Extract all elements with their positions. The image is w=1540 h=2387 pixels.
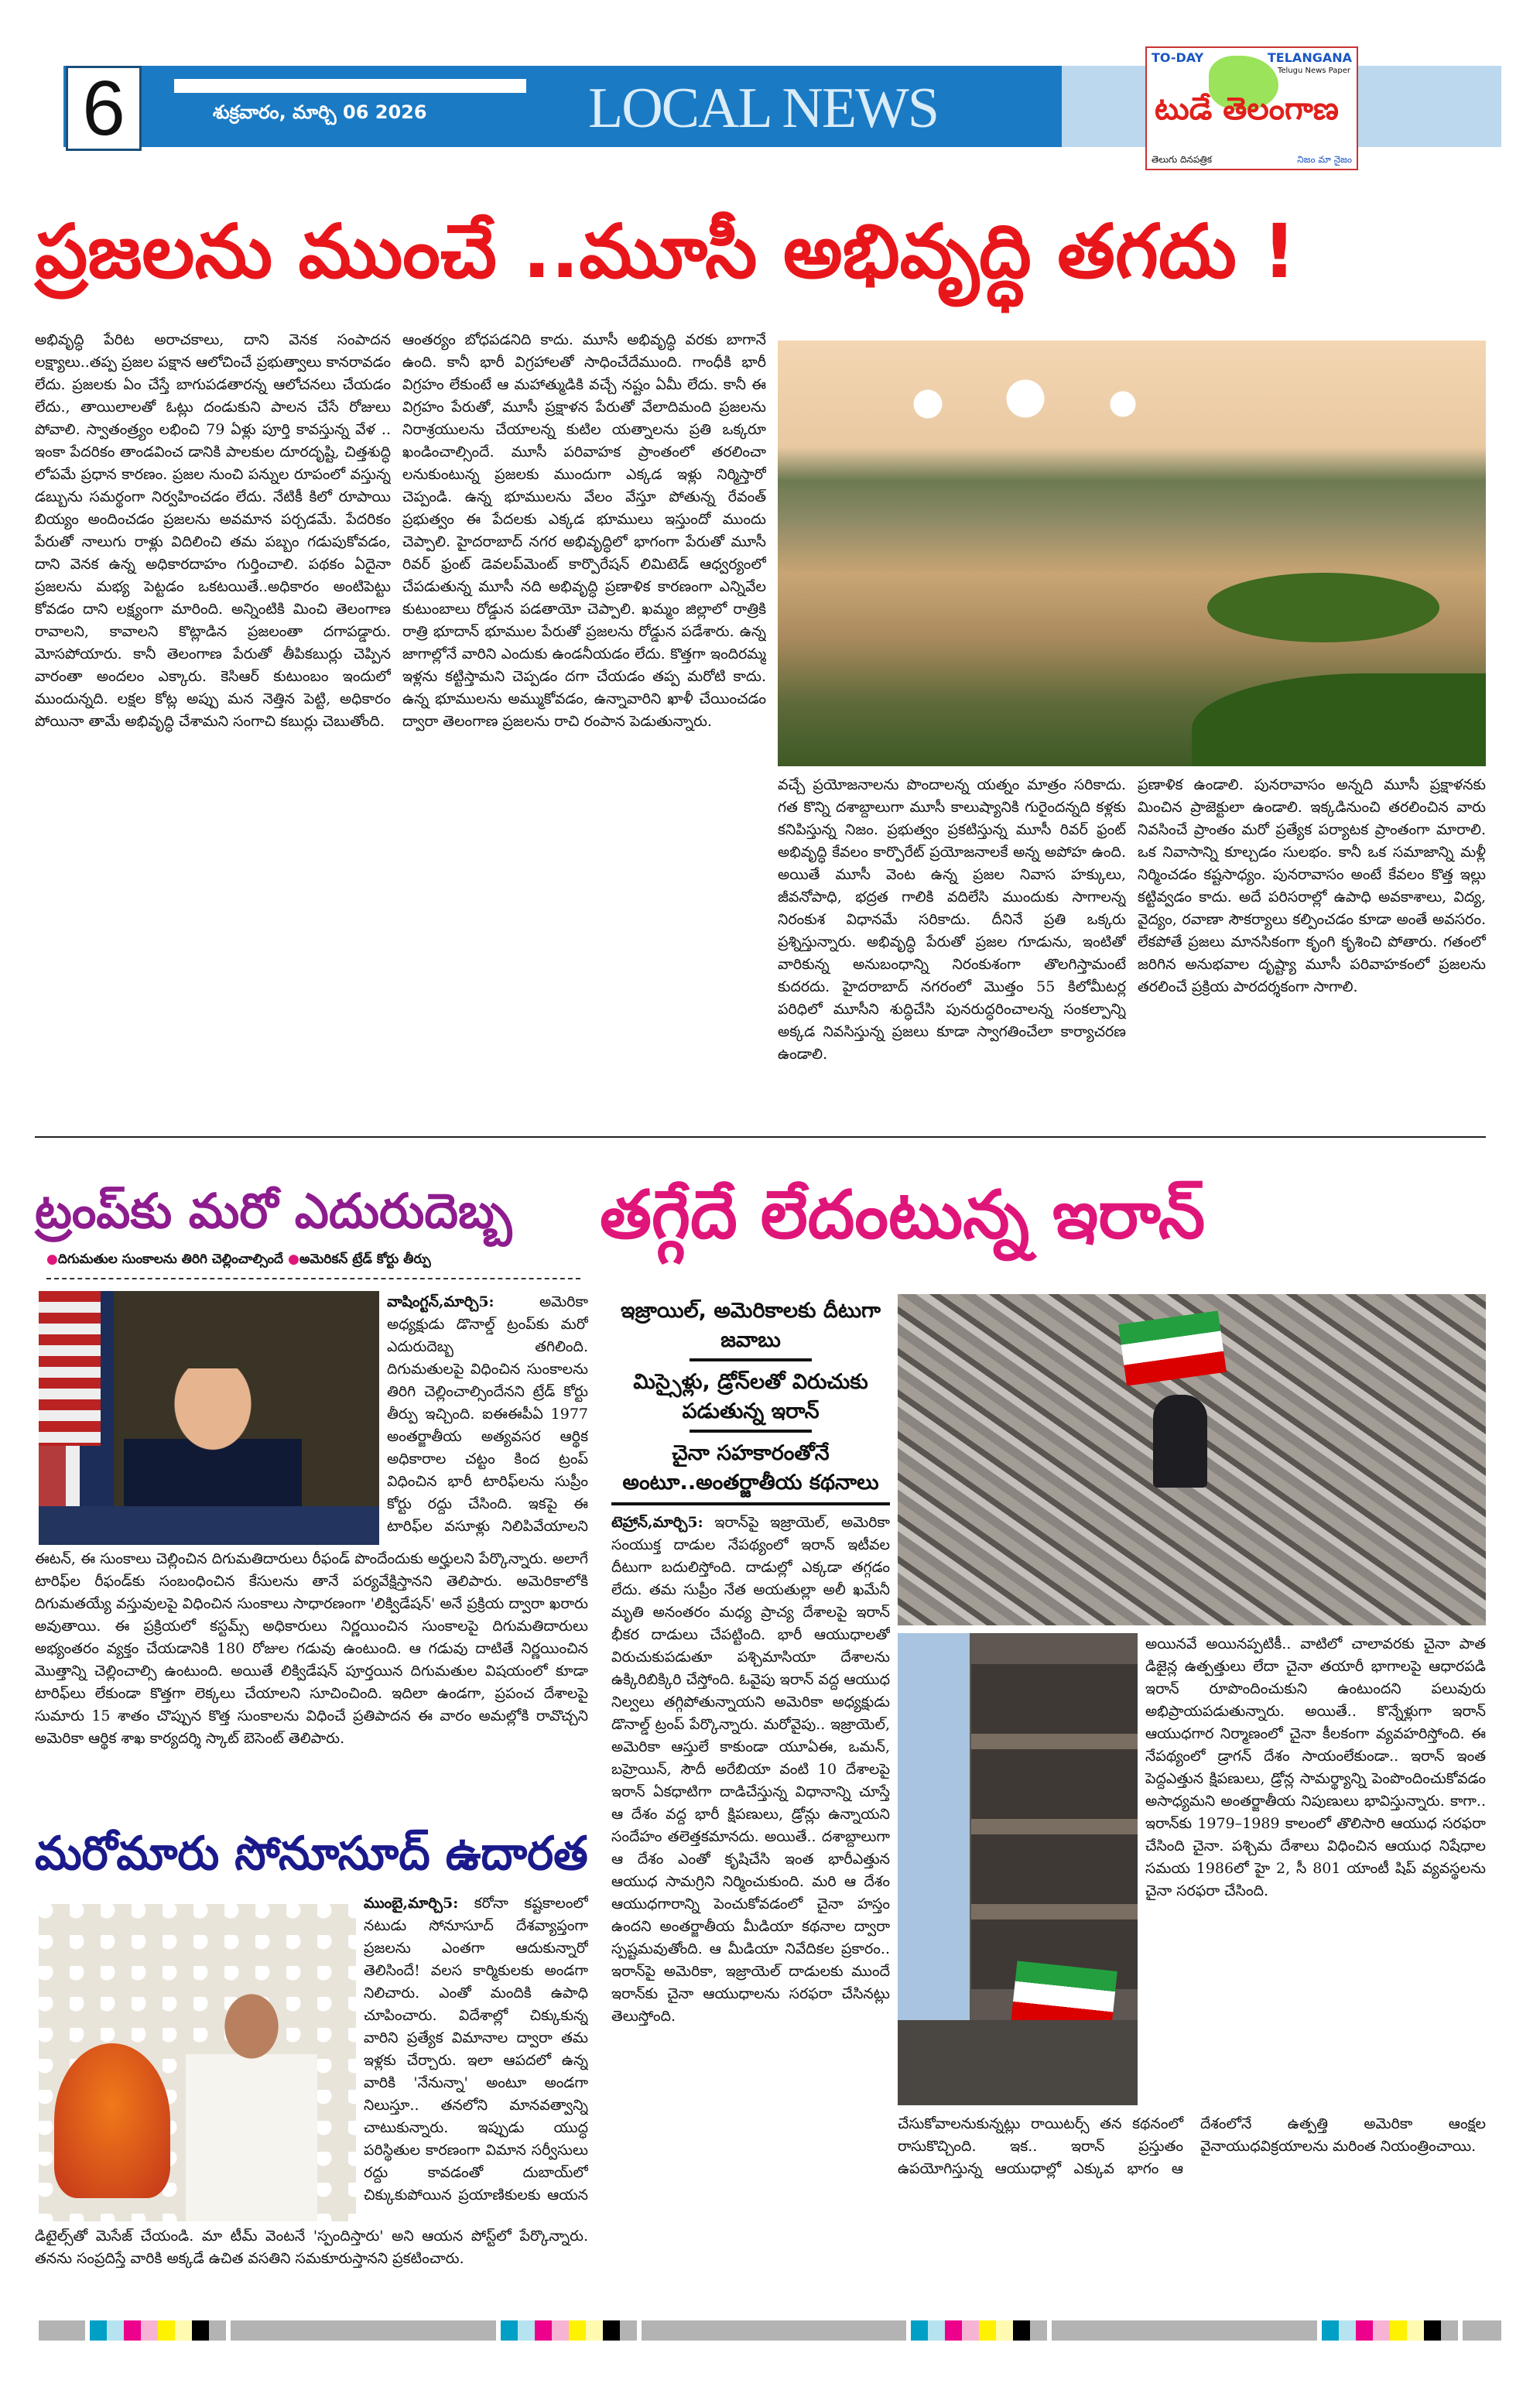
logo-name: టుడే తెలంగాణ (1155, 91, 1339, 127)
grass-bank (1192, 673, 1486, 766)
iran-rubble-photo (898, 1294, 1486, 1625)
trump-body-text: అమెరికా అధ్యక్షుడు డొనాల్డ్ ట్రంప్‌కు మరో ఎదురుదెబ్బ తగిలింది. దిగుమతులపై విధించిన సుంకాలను తిరిగి చెల్లించాల్సిందేనని ట్రేడ్ కోర్టు తీర్పు ఇచ్చింది. ఐఈఈపీఏ 1977 అంతర్జాతీయ అత్యవసర ఆర్థిక అధికారాల చట్టం కింద ట్రంప్ విధించిన భారీ టారిఫ్‌లను సుప్రీం కోర్టు రద్దు చేసింది. ఇకపై ఈ టారిఫ్‌ల వసూళ్లు నిలిపివేయాలని (387, 1293, 588, 1535)
iran-headline: తగ్గేదే లేదంటున్న ఇరాన్ (600, 1176, 1206, 1254)
us-flag (39, 1291, 101, 1446)
trump-headline-box (35, 1176, 577, 1246)
grass-island (1207, 573, 1439, 642)
date-box (174, 79, 526, 137)
logo-tagline: Telugu News Paper (1277, 67, 1350, 75)
person-figure (1153, 1395, 1207, 1488)
iran-flag (1118, 1310, 1227, 1385)
domes (863, 372, 1188, 426)
trump-bullet-2: అమెరికన్ ట్రేడ్ కోర్టు తీర్పు (299, 1252, 431, 1267)
sonu-body-side (364, 1892, 588, 2207)
lead-col-1: అభివృద్ధి పేరిట అరాచకాలు, దాని వెనక సంపాదన లక్ష్యాలు..తప్ప ప్రజల పక్షాన ఆలోచించే ప్రభుత్వాలు కానరావడం లేదు. ప్రజలకు ఏం చేస్తే బాగుపడతారన్న ఆలోచనలు చేయడం లేదు., తాయిలాలతో ఓట్లు దండుకుని పాలన చేసే రోజులు పోవాలి. స్వాతంత్ర్యం లభించి 79 ఏళ్లు పూర్తి కావస్తున్న వేళ .. ఇంకా పేదరికం తాండవించ డానికి పాలకుల దూరదృష్టి, చిత్తశుద్ధి లోపమే ప్రధాన కారణం. ప్రజల నుంచి పన్నుల రూపంలో వస్తున్న డబ్బును సమర్థంగా నిర్వహించడం లేదు. నేటికీ కిలో రూపాయి బియ్యం అందించడం ప్రజలను అవమాన పర్చడమే. పేదరికం పేరుతో నాలుగు రాళ్లు విదిలించి తమ పబ్బం గడుపుకోవడం, దాని వెనక ఉన్న అధికారదాహం గుర్తించాలి. పథకం ఏదైనా ప్రజలను మభ్య పెట్టడం ఒకటయితే..అధికారం అంటిపెట్టు కోవడం దాని లక్ష్యంగా మారింది. అన్నింటికి మించి తెలంగాణ రావాలని, కావాలని కొట్లాడిన ప్రజలంతా దగాపడ్డారు. మోసపోయారు. కానీ తెలంగాణ పేరుతో తీపికబుర్లు చెప్పిన వారంతా అందలం ఎక్కారు. కెసిఆర్ కుటుంబం ఇందులో ముందున్నది. లక్షల కోట్ల అప్పు మన నెత్తిన పెట్టి, అధికారం పోయినా తామే అభివృద్ధి చేశామని సంగాచి కబుర్లు చెబుతోంది. (35, 331, 391, 730)
sonu-headline: మరోమారు సోనూసూద్ ఉదారత (35, 1827, 588, 1881)
sonu-dateline: ముంబై,మార్చి5: (364, 1895, 459, 1912)
damaged-building-photo (898, 1633, 1138, 2105)
lead-headline: ప్రజలను ముంచే ..మూసీ అభివృద్ధి తగదు ! (35, 208, 1297, 295)
iran-subhead-3: చైనా సహకారంతోనే అంటూ..అంతర్జాతీయ కథనాలు (611, 1439, 890, 1505)
logo-bottom-right: నిజం మా నైజం (1297, 154, 1352, 165)
trump-body-side (387, 1291, 588, 1538)
trump-photo (39, 1291, 379, 1545)
iran-subheads (611, 1296, 890, 1505)
iran-left-column (611, 1296, 890, 2299)
iran-subhead-2: మిస్సైళ్లు, డ్రోన్‌లతో విరుచుకు పడుతున్న ఇరాన్ (633, 1370, 868, 1423)
musi-river-photo (778, 341, 1486, 766)
lead-col-4: ప్రణాళిక ఉండాలి. పునరావాసం అన్నది మూసీ ప్రక్షాళనకు మించిన ప్రాజెక్టులా ఉండాలి. ఇక్కడినుంచి తరలించిన వారు నివసించే ప్రాంతం మరో ప్రత్యేక పర్యాటక ప్రాంతంగా మారాలి. ఒక నివాసాన్ని కూల్చడం సులభం. కానీ ఒక సమాజాన్ని మళ్లీ నిర్మించడం కష్టసాధ్యం. పునరావాసం అంటే కేవలం కొత్త ఇల్లు కట్టివ్వడం కాదు. అదే పరిసరాల్లో ఉపాధి అవకాశాలు, విద్య, వైద్యం, రవాణా సౌకర్యాలు కల్పించడం కూడా అంతే అవసరం. లేకపోతే ప్రజలు మానసికంగా కృంగి కృశించి పోతారు. గతంలో జరిగిన అనుభవాల దృష్ట్యా మూసీ పరివాహకంలో ప్రజలను తరలించే ప్రక్రియ పారదర్శకంగా సాగాలి. (1138, 776, 1486, 995)
sonu-figure (186, 1989, 317, 2221)
sonu-body-full: డిటైల్స్‌తో మెసేజ్ చేయండి. మా టీమ్ వెంటనే 'స్పందిస్తారు' అని ఆయన పోస్ట్‌లో పేర్కొన్నారు. తనను సంప్రదిస్తే వారికి అక్కడే ఉచిత వసతిని సమకూరుస్తానని ప్రకటించారు. (35, 2228, 588, 2267)
sonu-body-text: కరోనా కష్టకాలంలో నటుడు సోనూసూద్ దేశవ్యాప్తంగా ప్రజలను ఎంతగా ఆదుకున్నారో తెలిసిందే! వలస కార్మికులకు అండగా నిలిచారు. ఎంతో మందికి ఉపాధి చూపించారు. విదేశాల్లో చిక్కుకున్న వారిని ప్రత్యేక విమానాల ద్వారా తమ ఇళ్లకు చేర్చారు. ఇలా ఆపదలో ఉన్న వారికి 'నేనున్నా' అంటూ అండగా నిలుస్తూ.. తనలోని మానవత్వాన్ని చాటుకున్నారు. ఇప్పుడు యుద్ధ పరిస్థితుల కారణంగా విమాన సర్వీసులు రద్దు కావడంతో దుబాయ్‌లో చిక్కుకుపోయిన ప్రయాణికులకు ఆయన (364, 1895, 588, 2204)
sonu-sood-photo (39, 1904, 356, 2221)
newspaper-logo (1145, 46, 1358, 170)
ganesha-idol (54, 2043, 170, 2198)
section-title-box (588, 74, 1006, 143)
iran-body-text: ఇరాన్‌పై ఇజ్రాయెల్, అమెరికా సంయుక్త దాడుల నేపథ్యంలో ఇరాన్ ఇటీవల దీటుగా బదులిస్తోంది. దాడుల్లో ఎక్కడా తగ్గడం లేదు. తమ సుప్రీం నేత అయతుల్లా అలీ ఖమేనీ మృతి అనంతరం మధ్య ప్రాచ్య దేశాలపై ఇరాన్ భీకర దాడులు చేపట్టింది. భారీ ఆయుధాలతో విరుచుకుపడుతూ పశ్చిమాసియా దేశాలను ఉక్కిరిబిక్కిరి చేస్తోంది. ఓవైపు ఇరాన్ వద్ద ఆయుధ నిల్వలు తగ్గిపోతున్నాయని అమెరికా అధ్యక్షుడు డొనాల్డ్ ట్రంప్ పేర్కొన్నారు. మరోవైపు.. ఇజ్రాయెల్, అమెరికా ఆస్తులే కాకుండా యూఏఈ, ఒమన్, బహ్రెయిన్, సౌదీ అరేబియా వంటి 10 దేశాలపై ఇరాన్ ఏకధాటిగా దాడిచేస్తున్న విధానాన్ని చూస్తే ఆ దేశం వద్ద భారీ క్షిపణులు, డ్రోన్లు ఉన్నాయని సందేహం తలెత్తకమానదు. అయితే.. దశాబ్దాలుగా ఆ దేశం ఎంతో కృషిచేసి ఇంత భారీఎత్తున ఆయుధ సామగ్రిని నిర్మించుకుంది. మరి ఆ దేశం ఆయుధగారాన్ని పెంచుకోవడంలో చైనా హస్తం ఉందని అంతర్జాతీయ మీడియా కథనాల ద్వారా స్పష్టమవుతోంది. ఆ మీడియా నివేదికల ప్రకారం.. ఇరాన్‌పై అమెరికా, ఇజ్రాయెల్ దాడులకు ముందే ఇరాన్‌కు చైనా ఆయుధాలను సరఫరా చేసినట్లు తెలుస్తోంది. (611, 1514, 890, 2025)
logo-telangana: TELANGANA (1267, 50, 1352, 65)
lead-headline-box (35, 193, 1521, 310)
iran-body-right: అయినవే అయినప్పటికీ.. వాటిలో చాలావరకు చైనా పాత డిజైన్ల ఉత్పత్తులు లేదా చైనా తయారీ భాగాలపై ఆధారపడి ఇరాన్ రూపొందించుకుని ఉంటుందని పలువురు అభిప్రాయపడుతున్నారు. అయితే.. కొన్నేళ్లుగా ఇరాన్ ఆయుధగార నిర్మాణంలో చైనా కీలకంగా వ్యవహరిస్తోంది. ఈ నేపథ్యంలో డ్రాగన్ దేశం సాయంలేకుండా.. ఇరాన్ ఇంత పెద్దఎత్తున క్షిపణులు, డ్రోన్ల సామర్థ్యాన్ని పెంపొందించుకోవడం అసాధ్యమని అంతర్జాతీయ నిపుణులు భావిస్తున్నారు. కాగా.. ఇరాన్‌కు 1979–1989 కాలంలో తొలిసారి ఆయుధ సరఫరా చేసింది చైనా. పశ్చిమ దేశాలు విధించిన ఆయుధ నిషేధాల సమయ 1986లో హై 2, సీ 801 యాంటీ షిప్ వ్యవస్థలను చైనా సరఫరా చేసింది. (1145, 1635, 1486, 1899)
logo-bottom-left: తెలుగు దినపత్రిక (1152, 154, 1213, 165)
section-title: LOCAL NEWS (588, 77, 939, 140)
iran-headline-box (600, 1173, 1486, 1258)
logo-today: TO-DAY (1152, 50, 1204, 65)
sonu-headline-box (35, 1819, 588, 1889)
page-number: 6 (66, 66, 142, 151)
lead-col-3: వచ్చే ప్రయోజనాలను పొందాలన్న యత్నం మాత్రం సరికాదు. గత కొన్ని దశాబ్దాలుగా మూసీ కాలుష్యానికి గురైందన్నది కళ్లకు కనిపిస్తున్న నిజం. ప్రభుత్వం ప్రకటిస్తున్న మూసీ రివర్ ఫ్రంట్ అభివృద్ధి కేవలం కార్పొరేట్ ప్రయోజనాలకే అన్న అపోహ ఉంది. అయితే మూసీ వెంట ఉన్న ప్రజల నివాస హక్కులు, జీవనోపాధి, భద్రత గాలికి వదిలేసి ముందుకు సాగాలన్న నిరంకుశ విధానమే సరికాదు. దీనినే ప్రతి ఒక్కరు ప్రశ్నిస్తున్నారు. అభివృద్ధి పేరుతో ప్రజల గూడును, ఇంటితో వారికున్న అనుబంధాన్ని నిరంకుశంగా తొలగిస్తామంటే కుదరదు. హైదరాబాద్ నగరంలో మొత్తం 55 కిలోమీటర్ల పరిధిలో మూసీని శుద్ధిచేసి పునరుద్ధరించాలన్న సంకల్పాన్ని అక్కడ నివసిస్తున్న ప్రజలు కూడా స్వాగతించేలా కార్యాచరణ ఉండాలి. (778, 776, 1126, 1063)
desk (39, 1506, 379, 1545)
iran-subhead-1: ఇజ్రాయిల్, అమెరికాలకు దీటుగా జవాబు (620, 1299, 881, 1352)
trump-headline: ట్రంప్‌కు మరో ఎదురుదెబ్బ (35, 1183, 512, 1239)
rubble (898, 2020, 1138, 2105)
print-registration-bar (39, 2320, 1501, 2341)
iran-body-main (611, 1512, 890, 2028)
iran-body-bottom: చేసుకోవాలనుకున్నట్లు రాయిటర్స్ తన కథనంలో రాసుకొచ్చింది. ఇక.. ఇరాన్ ప్రస్తుతం ఉపయోగిస్తున్న ఆయుధాల్లో ఎక్కువ భాగం ఆ దేశంలోనే ఉత్పత్తి అమెరికా ఆంక్షల వైనాయుధవిక్రయాలను మరింత నియంత్రించాయి. (898, 2115, 1486, 2177)
lead-col-2: ఆంతర్యం బోధపడనిది కాదు. మూసీ అభివృద్ధి వరకు బాగానే ఉంది. కానీ భారీ విగ్రహాలతో సాధించేదేముంది. గాంధీకి భారీ విగ్రహం లేకుంటే ఆ మహాత్ముడికి వచ్చే నష్టం ఏమీ లేదు. కానీ ఈ విగ్రహం పేరుతో, మూసీ ప్రక్షాళన పేరుతో వేలాదిమంది ప్రజలను నిరాశ్రయులను చేయాలన్న కుటిల యత్నాలను ప్రతి ఒక్కరూ ఖండించాల్సిందే. మూసీ పరివాహక ప్రాంతంలో తరలించా లనుకుంటున్న ప్రజలకు ముందుగా ఎక్కడ ఇళ్లు నిర్మిస్తారో చెప్పండి. ఉన్న భూములను వేలం వేస్తూ పోతున్న రేవంత్ ప్రభుత్వం ఈ పేదలకు ఎక్కడ భూములు ఇస్తుందో ముందు చెప్పాలి. హైదరాబాద్ నగర అభివృద్ధిలో భాగంగా పేరుతో మూసీ రివర్ ఫ్రంట్ డెవలప్‌మెంట్ కార్పొరేషన్ లిమిటెడ్ ఆధ్వర్యంలో చేపడుతున్న మూసీ నది అభివృద్ధి ప్రణాళిక కారణంగా ఎన్నివేల కుటుంబాలు రోడ్డున పడతాయో చెప్పాలి. ఖమ్మం జిల్లాలో రాత్రికి రాత్రి భూదాన్ భూముల పేరుతో ప్రజలను రోడ్డున పడేశారు. ఉన్న జాగాల్లోనే వారిని ఎందుకు ఉండనీయడం లేదు. కొత్తగా ఇందిరమ్మ ఇళ్లను కట్టిస్తామని చెప్పడం దగా చేయడం తప్ప మరోటి కాదు. ఉన్న భూములను అమ్ముకోవడం, ఉన్నావారిని ఖాళీ చేయించడం ద్వారా తెలంగాణ ప్రజలను రాచి రంపాన పెడుతున్నారు. (402, 331, 766, 730)
building-floors (971, 1664, 1138, 1989)
trump-bullets: ●దిగుమతుల సుంకాలను తిరిగి చెల్లించాల్సిందే ●అమెరికన్ ట్రేడ్ కోర్టు తీర్పు (46, 1250, 580, 1279)
trump-dateline: వాషింగ్టన్,మార్చి5: (387, 1293, 495, 1310)
trump-body-full: ఈటన్, ఈ సుంకాలు చెల్లించిన దిగుమతిదారులు రీఫండ్ పొందేందుకు అర్హులని పేర్కొన్నారు. అలాగే టారిఫ్‌ల రీఫండ్‌కు సంబంధించిన కేసులను తానే పర్యవేక్షిస్తానని తెలిపారు. అమెరికాలోకి దిగుమతయ్యే వస్తువులపై విధించిన సుంకాలు సాధారణంగా 'లిక్విడేషన్' అనే ప్రక్రియ ద్వారా ఖరారు అవుతాయి. ఈ ప్రక్రియలో కస్టమ్స్ అధికారులు నిర్ణయించిన సుంకాలపై దిగుమతిదారులు అభ్యంతరం వ్యక్తం చేయడానికి 180 రోజుల గడువు ఉంటుంది. ఆ గడువు దాటితే నిర్ణయించిన మొత్తాన్ని చెల్లించాల్సి ఉంటుంది. అయితే లిక్విడేషన్ పూర్తయిన దిగుమతుల విషయంలో కూడా టారిఫ్‌లు లేకుండా కొత్తగా లెక్కలు చేయాలని సూచించింది. ఇదిలా ఉండగా, ప్రపంచ దేశాలపై సుమారు 15 శాతం చొప్పున కొత్త సుంకాలను విధించే ప్రతిపాదన ఈ వారం అమల్లోకి రావొచ్చని అమెరికా ఆర్థిక శాఖ కార్యదర్శి స్కాట్ బెసెంట్ తెలిపారు. (35, 1550, 588, 1747)
trump-bullet-1: దిగుమతుల సుంకాలను తిరిగి చెల్లించాల్సిందే (57, 1252, 284, 1267)
issue-date: శుక్రవారం, మార్చి 06 2026 (213, 101, 427, 123)
section-divider (35, 1136, 1486, 1138)
iran-dateline: టెహ్రాన్,మార్చి5: (611, 1514, 703, 1531)
